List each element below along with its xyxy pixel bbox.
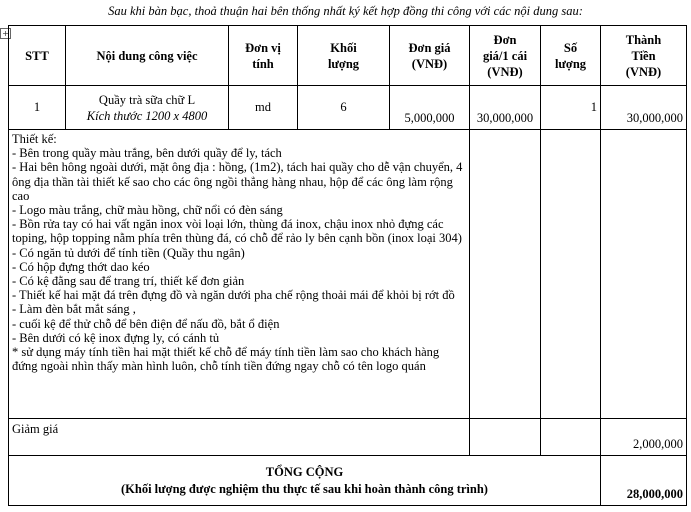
- description-lines: [12, 132, 466, 373]
- total-title: TỔNG CỘNG: [265, 464, 344, 479]
- discount-amount: 2,000,000: [601, 419, 687, 456]
- total-label: [9, 456, 601, 506]
- header-quantity: [298, 26, 390, 86]
- header-quantity-line-1: Khối: [330, 40, 357, 55]
- header-quantity-line-2: lượng: [327, 56, 360, 71]
- total-subtitle: (Khối lượng được nghiệm thu thực tế sau khi hoàn thành công trình): [121, 481, 488, 496]
- item-name: Quầy trà sữa chữ L: [98, 92, 196, 107]
- header-unit-price: [470, 26, 541, 86]
- item-content: [66, 86, 229, 130]
- header-unit-line-1: Đơn vị: [245, 40, 281, 55]
- header-price-line-2: (VNĐ): [411, 56, 448, 71]
- item-stt: 1: [9, 86, 66, 130]
- header-amount-line-3: (VNĐ): [625, 64, 662, 79]
- header-amount: [601, 26, 687, 86]
- design-description: [9, 130, 470, 419]
- header-count-line-1: Số: [563, 40, 578, 55]
- header-row: [9, 26, 687, 86]
- description-line: * sử dụng máy tính tiền hai mặt thiết kế chỗ để máy tính tiền làm sao cho khách hàng đứng ngoài nhìn thấy màn hình luôn, chỗ tính tiền đứng ngay chỗ có tên logo quán: [12, 345, 440, 374]
- description-line: Thiết kế:: [12, 132, 57, 146]
- description-line: - Bên dưới có kệ inox đựng ly, có cánh tủ: [12, 330, 220, 345]
- item-quantity: 6: [298, 86, 390, 130]
- description-line: - Có kệ đằng sau để trang trí, thiết kế đơn giản: [12, 274, 245, 289]
- header-count: [541, 26, 601, 86]
- header-count-line-2: lượng: [554, 56, 587, 71]
- item-size: Kích thước 1200 x 4800: [86, 108, 208, 123]
- header-unit-price-line-2: giá/1 cái: [482, 48, 528, 63]
- description-empty-cell: [470, 130, 541, 419]
- contract-table: [8, 25, 687, 506]
- description-row: [9, 130, 687, 419]
- description-line: - Có ngăn tủ dưới để tính tiền (Quầy thu ngân): [12, 245, 245, 260]
- total-amount: 28,000,000: [601, 456, 687, 506]
- item-count: 1: [541, 86, 601, 130]
- intro-text: Sau khi bàn bạc, thoả thuận hai bên thống nhất ký kết hợp đồng thi công với các nội dung sau:: [108, 4, 583, 18]
- description-line: - Logo màu trắng, chữ màu hồng, chữ nổi có đèn sáng: [12, 203, 283, 218]
- header-content: Nội dung công việc: [66, 26, 229, 86]
- discount-row: [9, 419, 687, 456]
- item-price: 5,000,000: [390, 86, 470, 130]
- description-line: - Hai bên hông ngoài dưới, mặt ông địa : hồng, (1m2), tách hai quầy cho dễ vận chuyển, 4 ông địa thần tài thiết kế sao cho các ông ngồi thẳng hàng nhau, hộp để các ông làm rộng cao: [12, 160, 463, 203]
- header-unit: [229, 26, 298, 86]
- item-unit-price: 30,000,000: [470, 86, 541, 130]
- description-line: - Bên trong quầy màu trắng, bên dưới quầy để ly, tách: [12, 146, 282, 161]
- description-line: - cuối kệ để thử chỗ để bên điện để nấu đồ, bắt ổ điện: [12, 316, 280, 331]
- total-row: [9, 456, 687, 506]
- item-row: [9, 86, 687, 130]
- item-unit: md: [229, 86, 298, 130]
- header-amount-line-2: Tiền: [631, 48, 656, 63]
- description-line: - Bồn rửa tay có hai vất ngăn inox vòi loại lớn, thùng đá inox, chậu inox nhỏ đựng các toping, hộp topping nằm phía trên thùng đá, có chỗ để rảo ly bên cạnh bồn (inox loại 304): [12, 217, 462, 246]
- description-empty-cell: [541, 130, 601, 419]
- description-line: - Có hộp đựng thớt dao kéo: [12, 259, 150, 274]
- header-unit-price-line-1: Đơn: [493, 32, 517, 47]
- discount-empty-cell: [541, 419, 601, 456]
- description-empty-cell: [601, 130, 687, 419]
- header-unit-price-line-3: (VNĐ): [487, 64, 523, 79]
- header-price: [390, 26, 470, 86]
- description-line: - Làm đèn bắt mắt sáng ,: [12, 302, 136, 317]
- discount-empty-cell: [470, 419, 541, 456]
- discount-label: Giảm giá: [9, 419, 470, 456]
- header-unit-line-2: tính: [252, 56, 274, 71]
- header-stt: STT: [9, 26, 66, 86]
- description-line: - Thiết kế hai mặt đá trên đựng đồ và ngăn dưới pha chế rộng thoải mái để khỏi bị rớt đồ: [12, 288, 455, 303]
- header-amount-line-1: Thành: [625, 32, 662, 47]
- item-amount: 30,000,000: [601, 86, 687, 130]
- table-move-handle-icon[interactable]: +: [0, 28, 11, 39]
- header-price-line-1: Đơn giá: [408, 40, 451, 55]
